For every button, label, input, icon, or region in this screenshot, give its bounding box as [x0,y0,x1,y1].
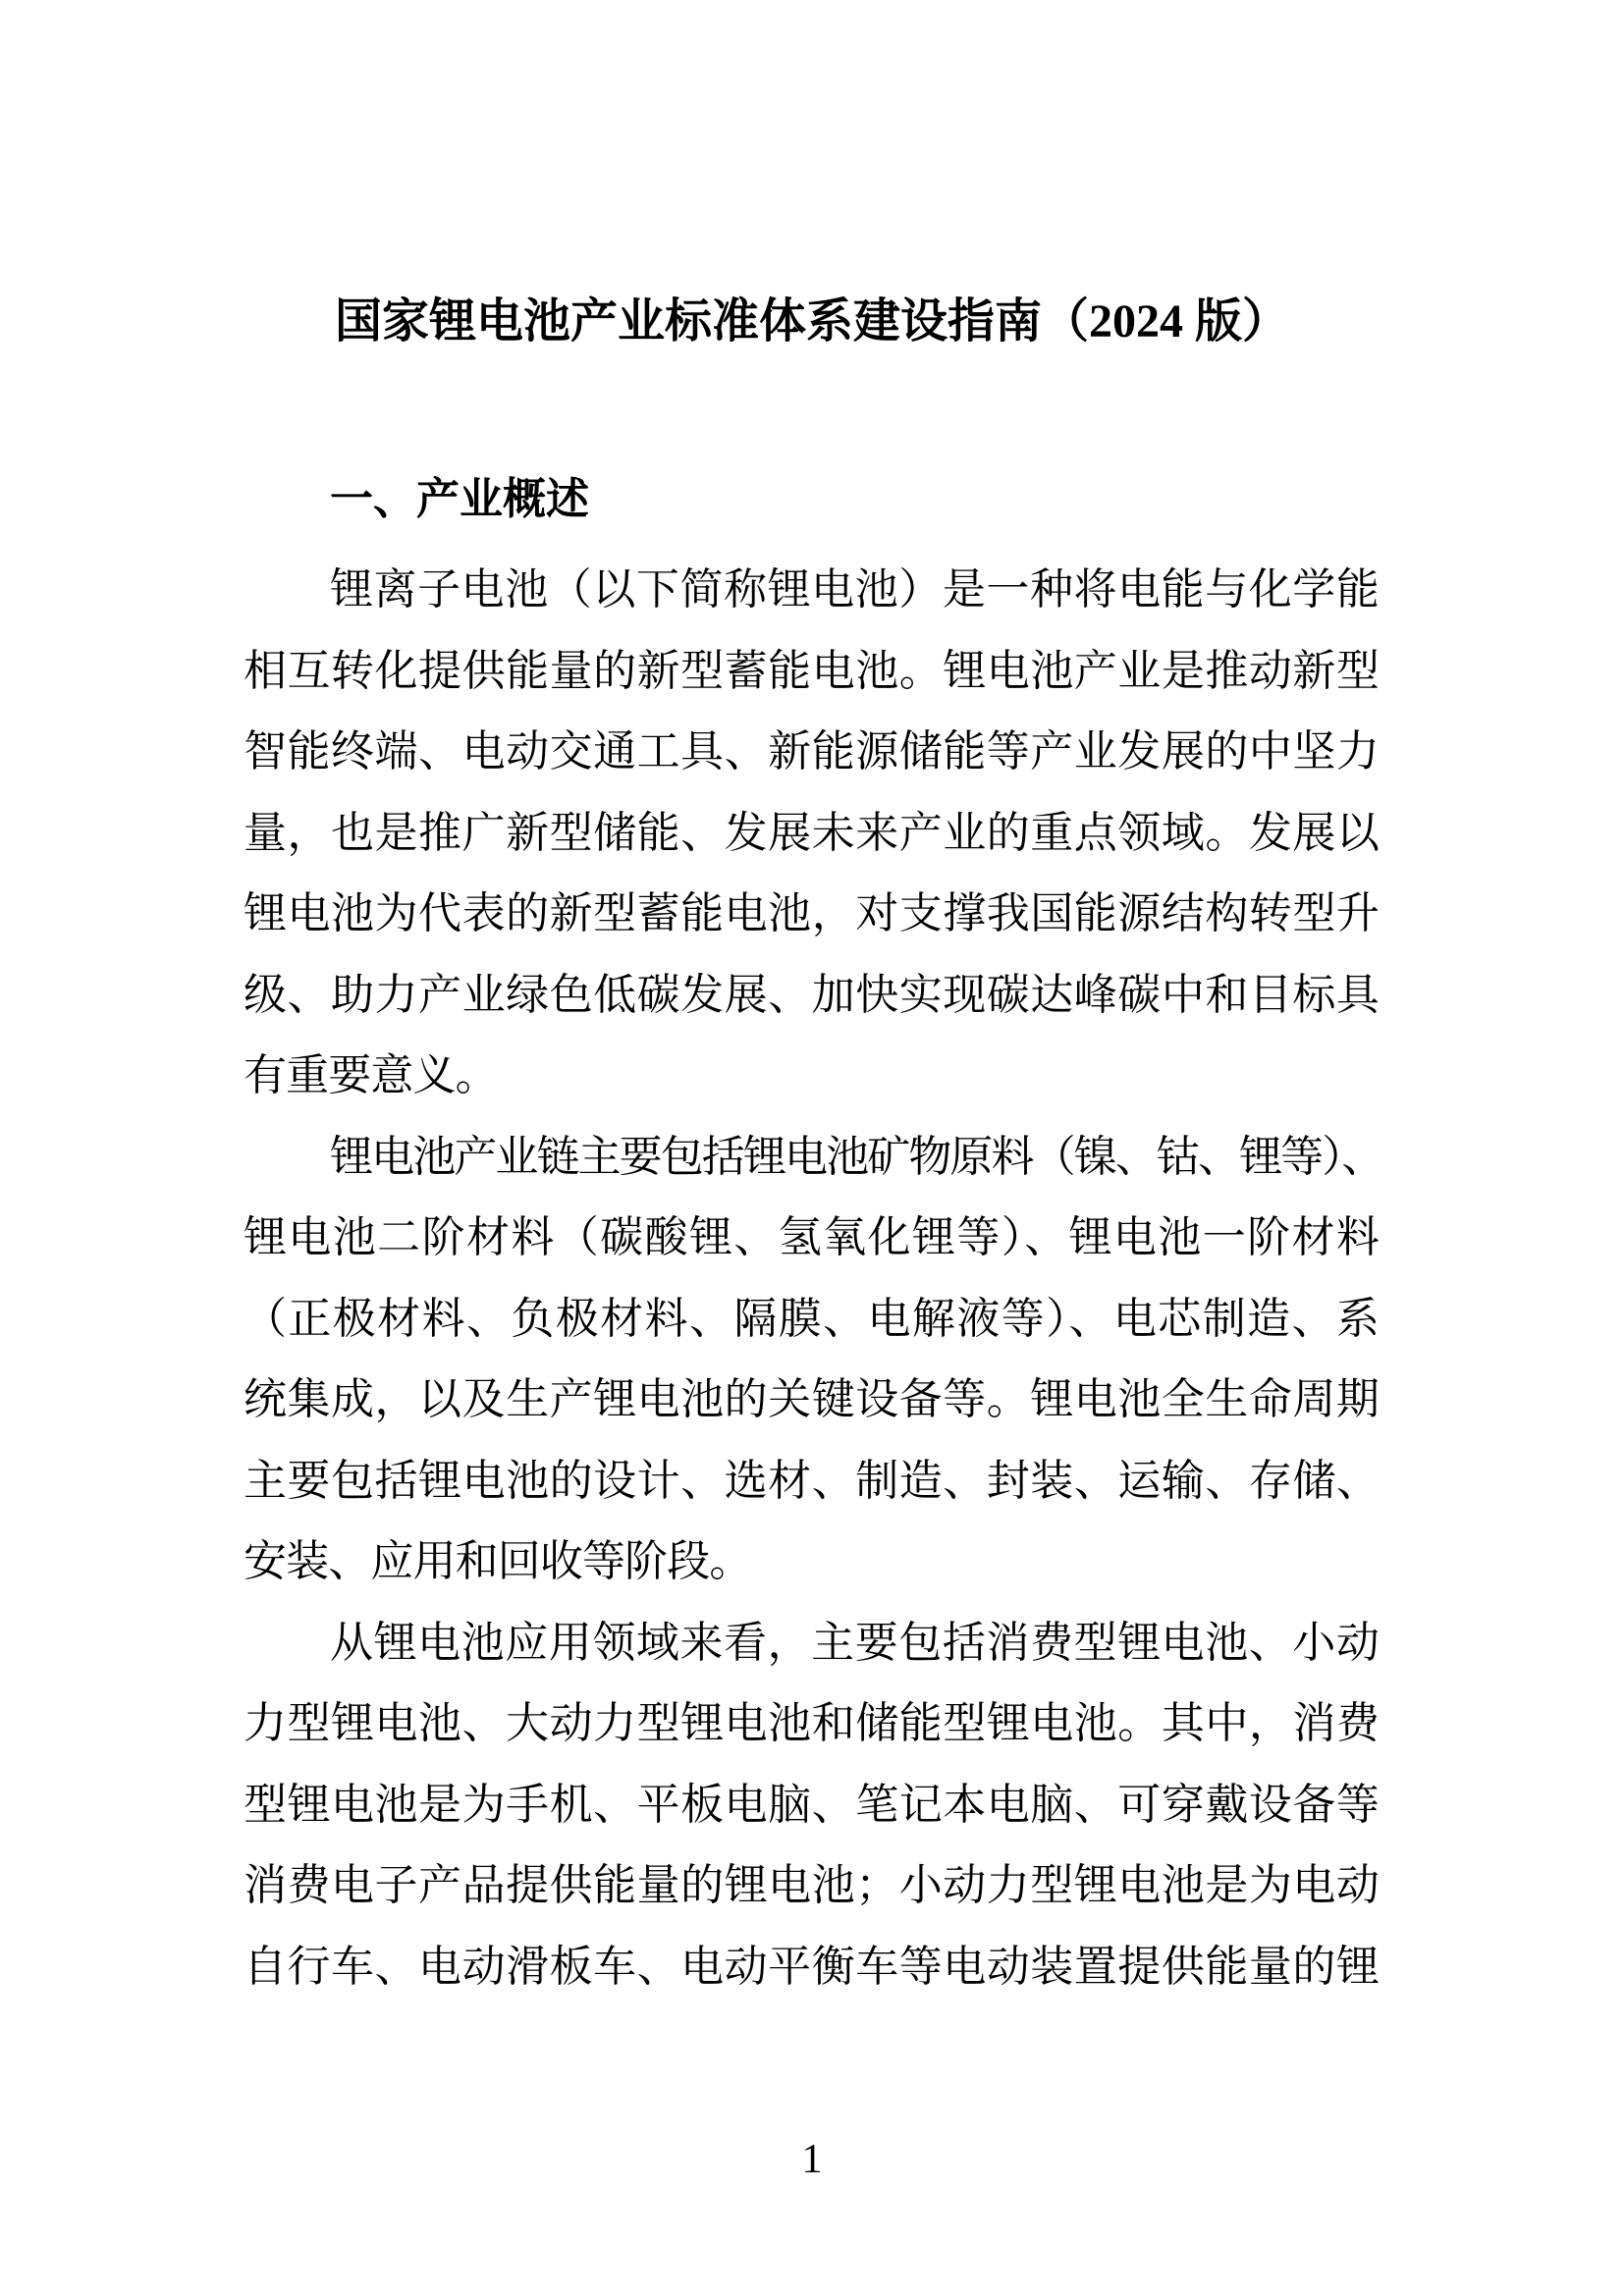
paragraph [244,1117,1379,1603]
body-line: 型锂电池是为手机、平板电脑、笔记本电脑、可穿戴设备等 [244,1780,1379,1829]
body-line: 安装、应用和回收等阶段。 [244,1537,752,1585]
body-line: 相互转化提供能量的新型蓄能电池。锂电池产业是推动新型 [244,646,1379,695]
body-line: 消费电子产品提供能量的锂电池；小动力型锂电池是为电动 [244,1861,1379,1909]
body-line: 从锂电池应用领域来看，主要包括消费型锂电池、小动 [330,1618,1379,1667]
body-line: 有重要意义。 [244,1051,498,1099]
body-line: 锂电池二阶材料（碳酸锂、氢氧化锂等）、锂电池一阶材料 [244,1213,1379,1261]
body-line: 量，也是推广新型储能、发展未来产业的重点领域。发展以 [244,808,1379,857]
page-number: 1 [801,2137,823,2182]
body-line: 智能终端、电动交通工具、新能源储能等产业发展的中坚力 [244,727,1379,775]
body-line: 锂电池为代表的新型蓄能电池，对支撑我国能源结构转型升 [244,889,1379,937]
body-line: 自行车、电动滑板车、电动平衡车等电动装置提供能量的锂 [244,1942,1379,1991]
document-body [0,471,1624,2007]
body-line: 力型锂电池、大动力型锂电池和储能型锂电池。其中，消费 [244,1699,1379,1747]
body-line: 统集成，以及生产锂电池的关键设备等。锂电池全生命周期 [244,1375,1379,1423]
body-line: 主要包括锂电池的设计、选材、制造、封装、运输、存储、 [244,1456,1379,1505]
body-line: 锂电池产业链主要包括锂电池矿物原料（镍、钴、锂等）、 [330,1132,1379,1181]
paragraph [244,1603,1379,2008]
body-line: 级、助力产业绿色低碳发展、加快实现碳达峰碳中和目标具 [244,970,1379,1019]
section-heading: 一、产业概述 [330,475,589,523]
body-line: （正极材料、负极材料、隔膜、电解液等）、电芯制造、系 [244,1294,1379,1343]
paragraph [244,550,1379,1117]
body-line: 锂离子电池（以下简称锂电池）是一种将电能与化学能 [330,565,1379,614]
paragraphs [244,550,1379,2007]
document-title: 国家锂电池产业标准体系建设指南（2024 版） [334,295,1289,347]
